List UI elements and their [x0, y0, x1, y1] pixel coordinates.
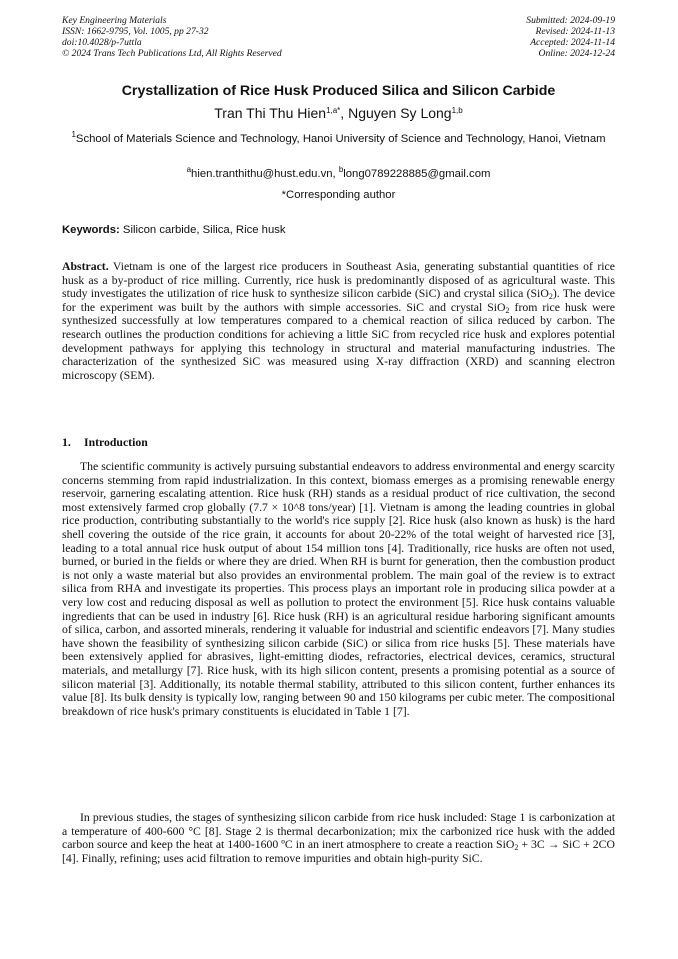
intro-paragraph-2-text-b: + 3C → SiC + 2CO [4]. Finally, refining; uses acid filtration to remove impurities and obtain high-purity SiC. — [62, 838, 615, 865]
corresponding-note: *Corresponding author — [281, 189, 396, 201]
intro-paragraph-2 — [62, 811, 615, 865]
abstract-text-1: Vietnam is one of the largest rice producers in Southeast Asia, generating substantial quantities of rice husk as a by-product of rice milling. Currently, rice husk is predominantly disposed of as agricultural waste. This study investigates the utilization of rice husk to synthesize silicon carbide (SiC) and crystal silica (SiO — [62, 260, 615, 301]
section-number: 1. — [62, 436, 71, 449]
author-emails — [62, 167, 615, 182]
author-1-affil: 1,a* — [326, 106, 341, 115]
section-title: Introduction — [84, 436, 148, 449]
keywords-text: Silicon carbide, Silica, Rice husk — [119, 224, 286, 236]
copyright-line: © 2024 Trans Tech Publications Ltd, All Rights Reserved — [62, 48, 282, 59]
journal-info — [62, 15, 282, 59]
email-a-marker: a — [186, 165, 192, 174]
author-2: Nguyen Sy Long — [348, 105, 452, 121]
issn-line: ISSN: 1662-9795, Vol. 1005, pp 27-32 — [62, 26, 209, 37]
intro-paragraph-1: The scientific community is actively pursuing substantial endeavors to address environmental and energy scarcity concerns stemming from rapid industrialization. In this context, biomass emerges as a promising renewable energy reservoir, garnering escalating attention. Rice husk (RH) stands as a residual product of rice cultivation, the second most extensively farmed crop globally (7.7 × 10^8 tons/year) [1]. Vietnam is among the leading countries in global rice production, contributing substantially to the world's rice supply [2]. Rice husk (also known as husk) is the hard shell covering the outside of the rice grain, it accounts for about 20-22% of the total weight of harvested rice [3], leading to a total annual rice husk output of about 154 million tons [4]. Traditionally, rice husks are often not used, burned, or buried in the fields or where they are dried. When RH is burnt for generation, then the combustion product is not only a waste material but also provides an environmental problem. The main goal of the review is to extract silica from RHA and investigate its properties. This process plays an important role in producing silica powder at a very low cost and reducing disposal as well as pollution to protect the environment [5]. Rice husk contains valuable ingredients that can be used in industry [6]. Rice husk (RH) is an agricultural residue harboring significant amounts of silica, carbon, and assorted minerals, rendering it valuable for industrial and scientific endeavors [7]. Many studies have shown the feasibility of synthesizing silicon carbide (SiC) or silica from rice husks [5]. These materials have been extensively applied for abrasives, light-emitting diodes, refractories, electrical devices, ceramics, structural materials, and metallurgy [7]. Rice husk, with its high silicon content, presents a promising potential as a source of silicon material [3]. Additionally, its notable thermal stability, attributed to this silicon content, further enhances its value [8]. Its bulk density is typically low, ranging between 90 and 150 kilograms per cubic meter. The compositional breakdown of rice husk's primary constituents is elucidated in Table 1 [7]. — [62, 460, 615, 718]
publication-dates — [526, 15, 615, 59]
affiliation — [62, 132, 615, 147]
abstract — [62, 260, 615, 382]
abstract-text-2: ). The device for the experiment was built by the authors with simple accessories. SiC and crystal SiO — [62, 287, 615, 314]
keywords-label: Keywords: — [62, 224, 120, 236]
abstract-label: Abstract. — [62, 260, 109, 273]
submitted-date: Submitted: 2024-09-19 — [526, 15, 615, 26]
accepted-date: Accepted: 2024-11-14 — [530, 37, 615, 48]
online-date: Online: 2024-12-24 — [538, 48, 615, 59]
author-list — [62, 104, 615, 122]
doi-line[interactable]: doi:10.4028/p-7uttla — [62, 37, 142, 48]
keywords — [62, 223, 615, 238]
affiliation-marker: 1 — [71, 130, 76, 139]
author-1: Tran Thi Thu Hien — [214, 105, 327, 121]
author-separator: , — [340, 105, 349, 121]
paper-title: Crystallization of Rice Husk Produced Silica and Silicon Carbide — [121, 83, 556, 99]
author-2-affil: 1,b — [451, 106, 463, 115]
email-b-marker: b — [338, 165, 344, 174]
intro-paragraph-2-subscript: 2 — [514, 843, 519, 853]
abstract-subscript-2: 2 — [505, 305, 510, 315]
abstract-text-3: from rice husk were synthesized successfully at low temperatures compared to a chemical reaction of silica reduced by carbon. The research outlines the production conditions for achieving a little SiC from recycled rice husk and explores potential development pathways for applying this technology in structural and material manufacturing industries. The characterization of the synthesized SiC was measured using X-ray diffraction (XRD) and scanning electron microscopy (SEM). — [62, 300, 615, 382]
section-heading-introduction — [62, 436, 148, 450]
abstract-subscript-1: 2 — [548, 292, 553, 302]
affiliation-text: School of Materials Science and Technology, Hanoi University of Science and Technology, Hanoi, Vietnam — [75, 133, 606, 145]
journal-name: Key Engineering Materials — [62, 15, 167, 26]
email-separator: , — [332, 168, 339, 180]
intro-paragraph-2-text-a: In previous studies, the stages of synthesizing silicon carbide from rice husk included: Stage 1 is carbonization at a temperature of 400-600 °C [8]. Stage 2 is thermal decarbonization; mix the carbonized rice husk with the added carbon source and keep the heat at 1400-1600 ºC in an inert atmosphere to create a reaction SiO — [62, 811, 615, 852]
revised-date: Revised: 2024-11-13 — [535, 26, 615, 37]
email-a[interactable]: hien.tranthithu@hust.edu.vn — [191, 168, 333, 180]
email-b[interactable]: long0789228885@gmail.com — [343, 168, 491, 180]
